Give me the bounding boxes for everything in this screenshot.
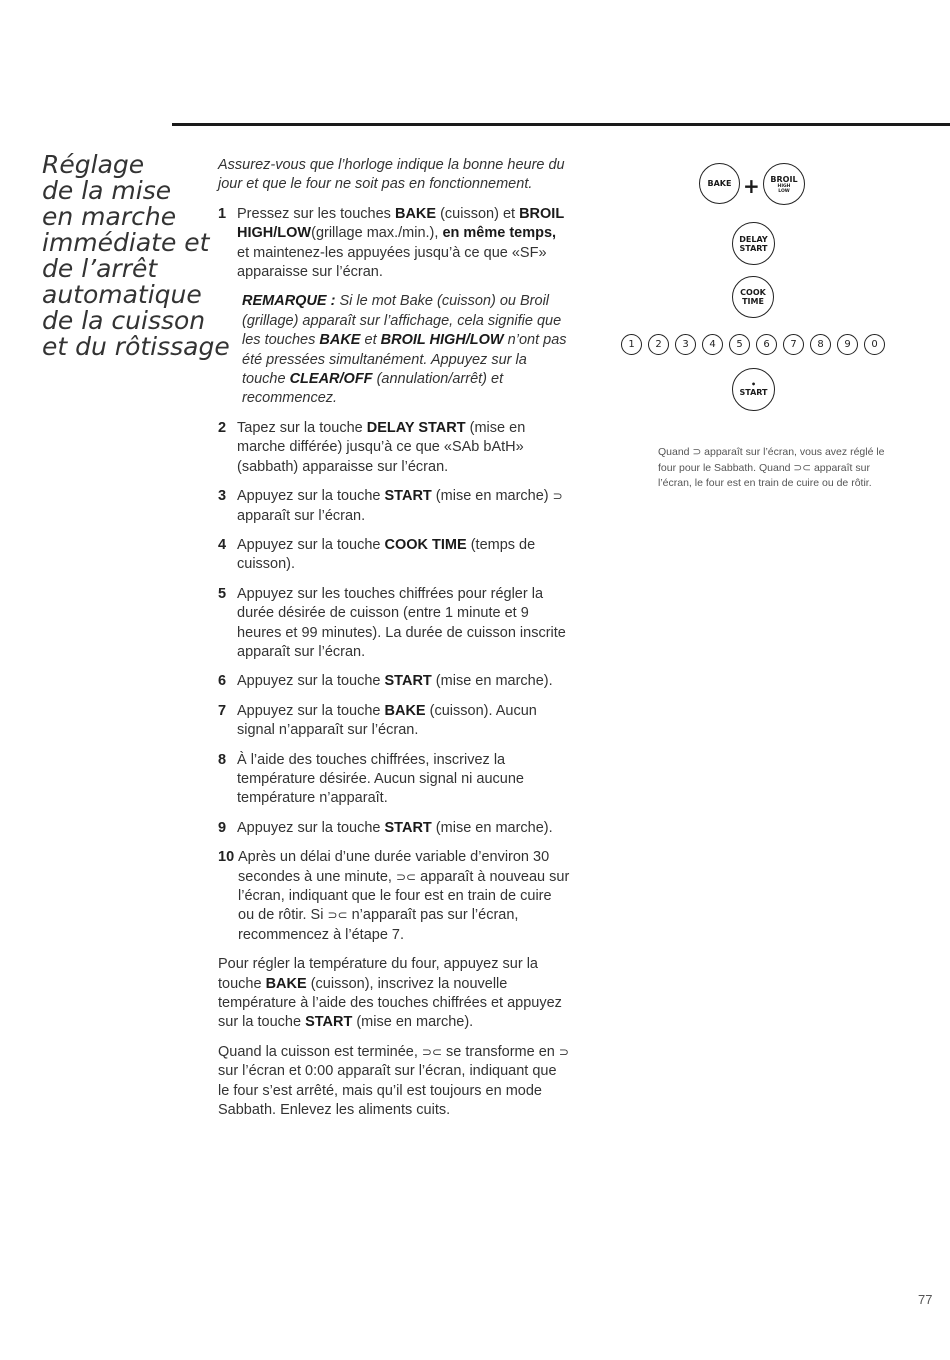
display-symbol: ⊃⊂	[421, 1044, 443, 1059]
step-number: 5	[218, 585, 227, 602]
number-key: 7	[783, 334, 804, 355]
text-run: Tapez sur la touche	[237, 419, 367, 436]
step-item	[218, 205, 570, 283]
step-number: 1	[218, 205, 227, 222]
text-run: Appuyez sur la touche	[237, 488, 385, 505]
step-text	[237, 820, 553, 836]
title-line: en marche	[42, 202, 177, 231]
step-text	[237, 673, 553, 689]
text-run: Appuyez sur la touche	[237, 702, 385, 719]
bold-key-term: BAKE	[384, 702, 426, 719]
start-key-label: START	[739, 388, 768, 397]
paragraph-end	[218, 1043, 570, 1121]
text-run: apparaît à nouveau sur l’écran, indiquant que le four est en train de cuire ou de rôtir. Si	[238, 868, 570, 924]
text-run: sur l’écran et 0:00 apparaît sur l’écran, indiquant que le four s’est arrêté, mais qu’il est toujours en mode Sabbath. Enlevez les aliments cuits.	[218, 1063, 557, 1119]
bold-key-term: START	[384, 673, 432, 690]
text-run: (cuisson). Aucun signal n’apparaît sur l’écran.	[237, 702, 537, 739]
bold-key-term: START	[305, 1014, 353, 1031]
steps-list	[218, 205, 570, 283]
bold-key-term: CLEAR/OFF	[289, 371, 373, 388]
text-run: Appuyez sur les touches chiffrées pour régler la durée désirée de cuisson (entre 1 minute et 9 heures et 99 minutes). La durée de cuisson inscrite apparaît sur l’écran.	[237, 585, 566, 660]
text-run: n’ont pas été pressées simultanément. Appuyez sur la touche	[242, 332, 567, 388]
text-run: Appuyez sur la touche	[237, 536, 385, 553]
step-text	[237, 586, 566, 660]
broil-key	[763, 163, 805, 205]
title-line: automatique	[42, 280, 202, 309]
bold-key-term: en même temps,	[442, 225, 557, 242]
broil-key-label: BROIL	[770, 174, 798, 184]
step-number: 4	[218, 536, 227, 553]
text-run: n’apparaît pas sur l’écran, recommencez à l’étape 7.	[238, 907, 519, 943]
text-run: (grillage max./min.),	[311, 225, 443, 242]
text-run: et	[360, 332, 381, 349]
start-key-dot: •	[750, 380, 757, 389]
bold-key-term: DELAY START	[366, 419, 466, 436]
text-run: À l’aide des touches chiffrées, inscrivez la température désirée. Aucun signal ni aucune température n’apparaît.	[237, 751, 524, 807]
number-key: 2	[648, 334, 669, 355]
bold-key-term: BAKE	[265, 975, 307, 992]
number-key: 1	[621, 334, 642, 355]
title-line: et du rôtissage	[42, 332, 230, 361]
step-number: 6	[218, 673, 227, 690]
text-run: Pour régler la température du four, appuyez sur la touche	[218, 956, 538, 992]
bake-key-label: BAKE	[707, 179, 732, 188]
bold-key-term: BROIL HIGH/LOW	[237, 205, 564, 242]
step-item	[218, 848, 570, 945]
top-rule	[172, 123, 950, 126]
start-key	[732, 368, 775, 411]
text-run: (cuisson), inscrivez la nouvelle température à l’aide des touches chiffrées et appuyez sur la touche	[218, 975, 562, 1031]
cook-time-key	[732, 276, 774, 318]
number-key: 6	[756, 334, 777, 355]
step-text	[237, 488, 563, 523]
remark-note	[242, 292, 570, 408]
text-run: se transforme en	[442, 1043, 559, 1060]
delay-key-line1: DELAY	[739, 234, 768, 244]
text-run: Appuyez sur la touche	[237, 819, 385, 836]
broil-key-low: LOW	[778, 188, 790, 194]
title-line: de la mise	[42, 176, 172, 205]
steps-list-continued	[218, 419, 570, 945]
text-run: (mise en marche)	[431, 488, 553, 505]
step-item	[218, 536, 570, 575]
step-number: 3	[218, 488, 227, 505]
text-run: (annulation/arrêt) et recommencez.	[242, 371, 504, 407]
bold-key-term: START	[384, 488, 432, 505]
text-run: et maintenez-les appuyées jusqu’à ce que «SF» apparaisse sur l’écran.	[237, 244, 547, 281]
text-run: Pressez sur les touches	[237, 205, 395, 222]
step-number: 7	[218, 702, 227, 719]
bold-key-term: START	[384, 819, 432, 836]
bold-key-term: COOK TIME	[384, 536, 467, 553]
step-text	[237, 420, 525, 475]
delay-start-key	[732, 222, 775, 265]
bold-key-term: BAKE	[394, 205, 437, 222]
instructions-column	[218, 156, 570, 1130]
title-line: de l’arrêt	[42, 254, 158, 283]
number-key: 8	[810, 334, 831, 355]
text-run: (mise en marche).	[431, 819, 553, 836]
number-keys-row	[621, 334, 887, 356]
step-text	[237, 206, 564, 280]
broil-key-high: HIGH	[777, 183, 791, 189]
display-symbol: ⊃	[552, 489, 563, 504]
step-item	[218, 487, 570, 526]
text-run: (cuisson) et	[436, 205, 520, 222]
text-run: apparaît sur l’écran.	[237, 507, 366, 524]
bake-key	[699, 163, 740, 204]
cook-key-line1: COOK	[740, 288, 766, 297]
title-line: immédiate et	[42, 228, 210, 257]
text-run: Appuyez sur la touche	[237, 673, 385, 690]
page-number: 77	[918, 1292, 933, 1307]
text-run: (mise en marche différée) jusqu’à ce que «SAb bAtH» (sabbath) apparaisse sur l’écran.	[237, 419, 526, 475]
step-item	[218, 672, 570, 691]
step-text	[237, 537, 535, 572]
step-number: 9	[218, 819, 227, 836]
bold-key-term: BAKE	[319, 332, 361, 349]
plus-sign: +	[743, 174, 760, 198]
step-item	[218, 819, 570, 838]
step-text	[237, 703, 537, 738]
intro-text: Assurez-vous que l’horloge indique la bonne heure du jour et que le four ne soit pas en fonctionnement.	[218, 157, 565, 193]
display-symbol: ⊃⊂	[327, 908, 348, 923]
step-text	[237, 752, 524, 807]
bold-key-term: REMARQUE :	[242, 293, 336, 310]
paragraph-temperature	[218, 955, 570, 1033]
display-symbol: ⊃	[558, 1044, 569, 1059]
display-symbol: ⊃⊂	[396, 869, 417, 884]
text-run: (temps de cuisson).	[237, 536, 536, 573]
keypad-caption: Quand ⊃ apparaît sur l’écran, vous avez réglé le four pour le Sabbath. Quand ⊃⊂ apparaît sur l’écran, le four est en train de cuire ou de rôtir.	[658, 446, 885, 489]
delay-key-line2: START	[739, 243, 768, 253]
section-title	[42, 150, 230, 361]
text-run: Si le mot Bake (cuisson) ou Broil (grillage) apparaît sur l’affichage, cela signifie que les touches	[242, 293, 562, 349]
text-run: (mise en marche).	[431, 673, 553, 690]
step-item	[218, 751, 570, 809]
step-number: 2	[218, 419, 227, 436]
number-key: 9	[837, 334, 858, 355]
step-text	[238, 849, 569, 943]
step-item	[218, 419, 570, 477]
step-number: 8	[218, 751, 227, 768]
text-run: Après un délai d’une durée variable d’environ 30 secondes à une minute,	[238, 849, 550, 885]
title-line: Réglage	[42, 150, 145, 179]
bold-key-term: BROIL HIGH/LOW	[380, 332, 504, 349]
step-item	[218, 585, 570, 663]
number-key: 4	[702, 334, 723, 355]
number-key: 3	[675, 334, 696, 355]
text-run: Quand la cuisson est terminée,	[218, 1043, 422, 1060]
number-key: 0	[864, 334, 885, 355]
step-number: 10	[218, 849, 235, 866]
cook-key-line2: TIME	[742, 297, 764, 306]
text-run: (mise en marche).	[352, 1014, 474, 1031]
step-item	[218, 702, 570, 741]
title-line: de la cuisson	[42, 306, 206, 335]
number-key: 5	[729, 334, 750, 355]
